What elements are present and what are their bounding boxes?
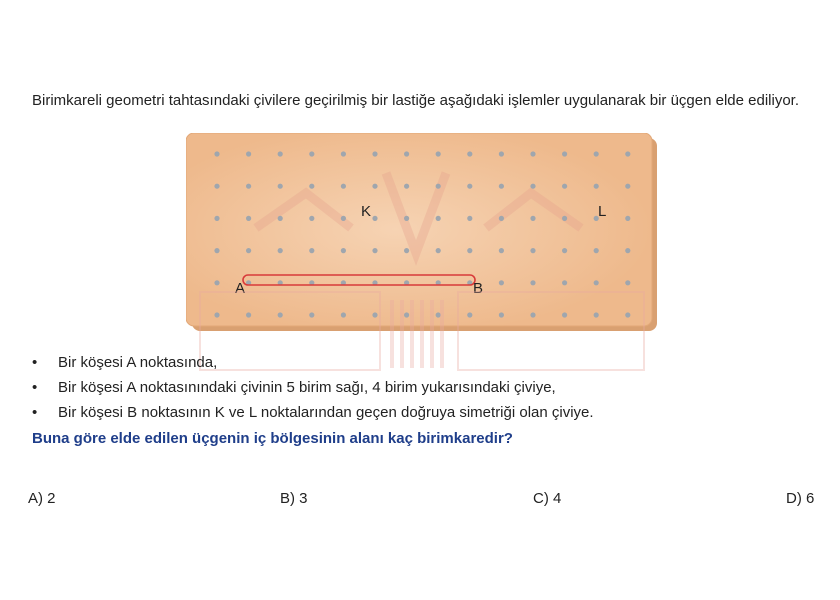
- peg: [309, 248, 314, 253]
- bullet-text: Bir köşesi A noktasında,: [58, 354, 218, 371]
- peg: [246, 216, 251, 221]
- peg: [309, 184, 314, 189]
- peg: [372, 184, 377, 189]
- peg: [530, 216, 535, 221]
- peg: [404, 216, 409, 221]
- peg: [530, 312, 535, 317]
- peg: [309, 312, 314, 317]
- peg: [562, 216, 567, 221]
- peg: [372, 151, 377, 156]
- peg: [341, 216, 346, 221]
- peg: [309, 216, 314, 221]
- bullet-text: Bir köşesi A noktasınındaki çivinin 5 birim sağı, 4 birim yukarısındaki çiviye,: [58, 379, 556, 396]
- peg: [499, 184, 504, 189]
- list-item: [32, 400, 822, 425]
- peg: [214, 184, 219, 189]
- peg: [404, 151, 409, 156]
- option-b[interactable]: B) 3: [280, 490, 308, 507]
- peg: [530, 280, 535, 285]
- peg: [499, 312, 504, 317]
- question-text: Buna göre elde edilen üçgenin iç bölgesinin alanı kaç birimkaredir?: [32, 430, 513, 447]
- option-d[interactable]: D) 6: [786, 490, 815, 507]
- peg: [436, 248, 441, 253]
- peg: [625, 248, 630, 253]
- peg: [625, 151, 630, 156]
- peg: [594, 151, 599, 156]
- bullet-symbol: •: [32, 354, 38, 371]
- peg: [341, 151, 346, 156]
- peg: [246, 312, 251, 317]
- peg: [594, 312, 599, 317]
- point-label-l: L: [598, 203, 607, 220]
- peg: [467, 151, 472, 156]
- peg: [467, 248, 472, 253]
- point-label-k: K: [361, 203, 372, 220]
- point-label-b: B: [473, 280, 484, 297]
- peg: [246, 151, 251, 156]
- peg: [625, 280, 630, 285]
- peg: [436, 216, 441, 221]
- peg: [530, 248, 535, 253]
- peg: [214, 151, 219, 156]
- geoboard-svg: [186, 133, 658, 332]
- option-c[interactable]: C) 4: [533, 490, 562, 507]
- peg: [372, 216, 377, 221]
- list-item: [32, 350, 822, 375]
- peg: [467, 216, 472, 221]
- option-a[interactable]: A) 2: [28, 490, 56, 507]
- peg: [372, 248, 377, 253]
- peg: [562, 312, 567, 317]
- peg: [309, 151, 314, 156]
- peg: [499, 248, 504, 253]
- peg: [499, 280, 504, 285]
- board-surface: [186, 133, 652, 326]
- peg: [625, 216, 630, 221]
- peg: [404, 312, 409, 317]
- peg: [404, 248, 409, 253]
- peg: [246, 248, 251, 253]
- condition-list: [32, 350, 822, 425]
- peg: [625, 184, 630, 189]
- peg: [594, 280, 599, 285]
- peg: [278, 248, 283, 253]
- peg: [372, 312, 377, 317]
- peg: [214, 312, 219, 317]
- peg: [562, 184, 567, 189]
- peg: [499, 151, 504, 156]
- bullet-symbol: •: [32, 379, 38, 396]
- point-label-a: A: [235, 280, 246, 297]
- peg: [404, 184, 409, 189]
- peg: [594, 184, 599, 189]
- peg: [214, 280, 219, 285]
- peg: [467, 184, 472, 189]
- peg: [246, 184, 251, 189]
- peg: [499, 216, 504, 221]
- peg: [278, 312, 283, 317]
- peg: [341, 184, 346, 189]
- list-item: [32, 375, 822, 400]
- peg: [436, 151, 441, 156]
- peg: [214, 248, 219, 253]
- peg: [562, 151, 567, 156]
- peg: [562, 248, 567, 253]
- geoboard: [186, 133, 658, 332]
- intro-text: Birimkareli geometri tahtasındaki çivilere geçirilmiş bir lastiğe aşağıdaki işlemler uygulanarak bir üçgen elde ediliyor.: [32, 92, 800, 109]
- peg: [436, 312, 441, 317]
- peg: [594, 248, 599, 253]
- answer-options: [28, 490, 816, 512]
- peg: [278, 184, 283, 189]
- peg: [341, 312, 346, 317]
- peg: [625, 312, 630, 317]
- peg: [341, 248, 346, 253]
- peg: [467, 312, 472, 317]
- peg: [436, 184, 441, 189]
- bullet-text: Bir köşesi B noktasının K ve L noktalarından geçen doğruya simetriği olan çiviye.: [58, 404, 594, 421]
- peg: [278, 216, 283, 221]
- peg: [530, 151, 535, 156]
- bullet-symbol: •: [32, 404, 38, 421]
- peg: [214, 216, 219, 221]
- peg: [530, 184, 535, 189]
- peg: [562, 280, 567, 285]
- peg: [278, 151, 283, 156]
